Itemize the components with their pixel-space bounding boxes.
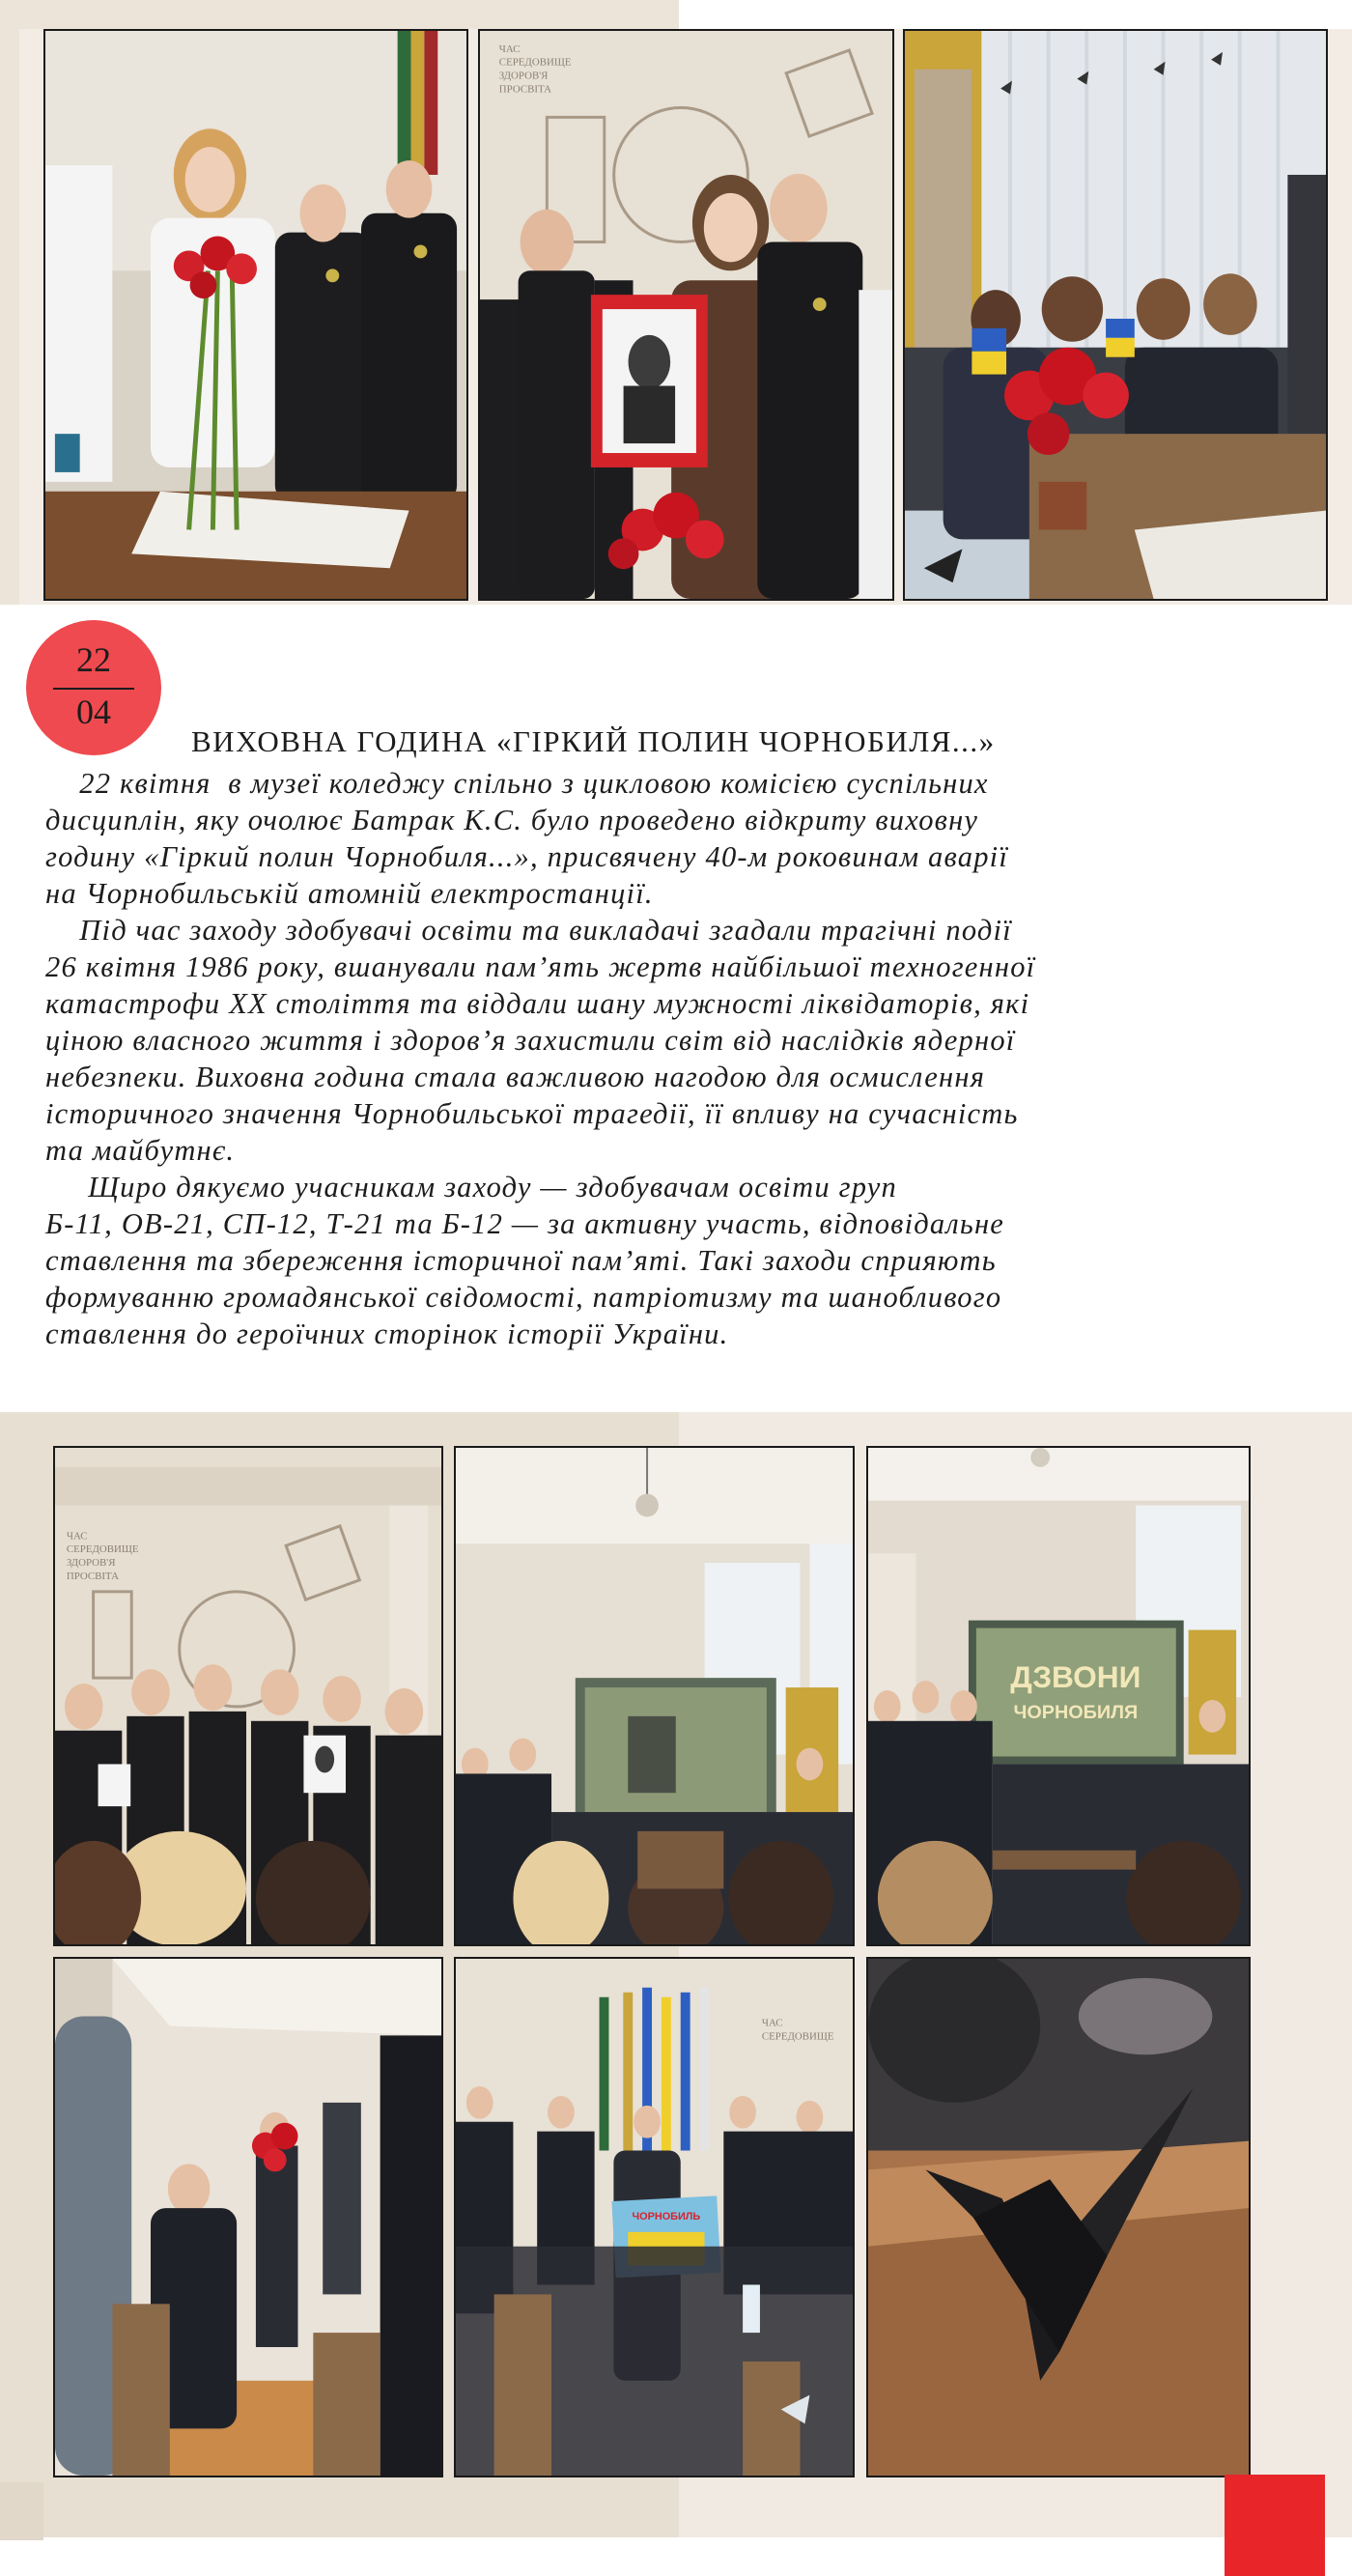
text-line: Б-11, ОВ-21, СП-12, Т-21 та Б-12 — за активну участь, відповідальне — [45, 1207, 1005, 1240]
text-line: ціною власного життя і здоров’я захистили світ від наслідків ядерної — [45, 1024, 1016, 1057]
wall-text-line: СЕРЕДОВИЩЕ — [761, 2030, 834, 2043]
photo-grid-corridor-flowers — [53, 1957, 443, 2477]
date-badge — [26, 620, 161, 755]
wall-text-line: ЗДОРОВ'Я — [498, 70, 549, 82]
text-line: на Чорнобильській атомній електростанції. — [45, 877, 654, 910]
photo-top-students-flowers — [43, 29, 468, 601]
text-line: та майбутнє. — [45, 1134, 236, 1167]
bottom-band-base — [0, 2537, 1352, 2576]
photo-top-girl-portrait — [478, 29, 894, 601]
text-line: Під час заходу здобувачі освіти та викладачі згадали трагічні події — [45, 914, 1012, 947]
date-divider — [53, 688, 134, 690]
bottom-band-left-strip — [0, 2482, 43, 2540]
wall-text-line: ЧАС — [761, 2017, 783, 2029]
date-day: 22 — [76, 640, 111, 679]
photo-grid-paper-crane — [866, 1957, 1251, 2477]
date-month: 04 — [76, 693, 111, 731]
screen-title-line-2: ЧОРНОБИЛЯ — [1013, 1701, 1139, 1723]
photo-grid-speaker-poster — [454, 1957, 855, 2477]
text-line: формуванню громадянської свідомості, патріотизму та шанобливого — [45, 1281, 1002, 1314]
text-line: 22 квітня в музеї коледжу спільно з цикловою комісією суспільних — [45, 767, 989, 800]
text-line: годину «Гіркий полин Чорнобиля...», присвячену 40-м роковинам аварії — [45, 840, 1008, 873]
screen-title-line-1: ДЗВОНИ — [1010, 1659, 1141, 1695]
text-line: Щиро дякуємо учасникам заходу — здобувачам освіти груп — [45, 1171, 897, 1203]
wall-text-line: ЗДОРОВ'Я — [66, 1557, 116, 1570]
wall-text-line: ЧАС — [498, 42, 521, 55]
text-line: історичного значення Чорнобильської трагедії, її впливу на сучасність — [45, 1097, 1019, 1130]
wall-text-line: СЕРЕДОВИЩЕ — [498, 56, 572, 69]
top-band-left — [0, 29, 19, 605]
paragraph-3 — [45, 1169, 1301, 1352]
text-line: 26 квітня 1986 року, вшанували пам’ять жертв найбільшої техногенної — [45, 950, 1036, 983]
photo-grid-screen-hall — [454, 1446, 855, 1946]
text-line: дисциплін, яку очолює Батрак К.С. було проведено відкриту виховну — [45, 804, 979, 836]
text-line: небезпеки. Виховна година стала важливою нагодою для осмислення — [45, 1061, 986, 1093]
paragraph-2 — [45, 912, 1301, 1169]
photo-grid-screen-title — [866, 1446, 1251, 1946]
photo-top-flowers-flags — [903, 29, 1328, 601]
wall-text-line: ПРОСВІТА — [66, 1570, 120, 1582]
red-corner-square — [1225, 2475, 1325, 2576]
wall-text-line: СЕРЕДОВИЩЕ — [66, 1543, 139, 1556]
poster-text: ЧОРНОБИЛЬ — [632, 2210, 701, 2222]
top-band-dark — [0, 0, 679, 29]
paragraph-1 — [45, 765, 1301, 912]
text-line: ставлення та збереження історичної пам’яті. Такі заходи сприяють — [45, 1244, 997, 1277]
event-heading: ВИХОВНА ГОДИНА «ГІРКИЙ ПОЛИН ЧОРНОБИЛЯ...» — [191, 724, 996, 758]
wall-text-line: ЧАС — [66, 1530, 88, 1543]
photo-grid-students-portraits — [53, 1446, 443, 1946]
wall-text-line: ПРОСВІТА — [498, 83, 552, 96]
text-line: катастрофи XX століття та віддали шану мужності ліквідаторів, які — [45, 987, 1030, 1020]
text-line: ставлення до героїчних сторінок історії України. — [45, 1317, 729, 1350]
